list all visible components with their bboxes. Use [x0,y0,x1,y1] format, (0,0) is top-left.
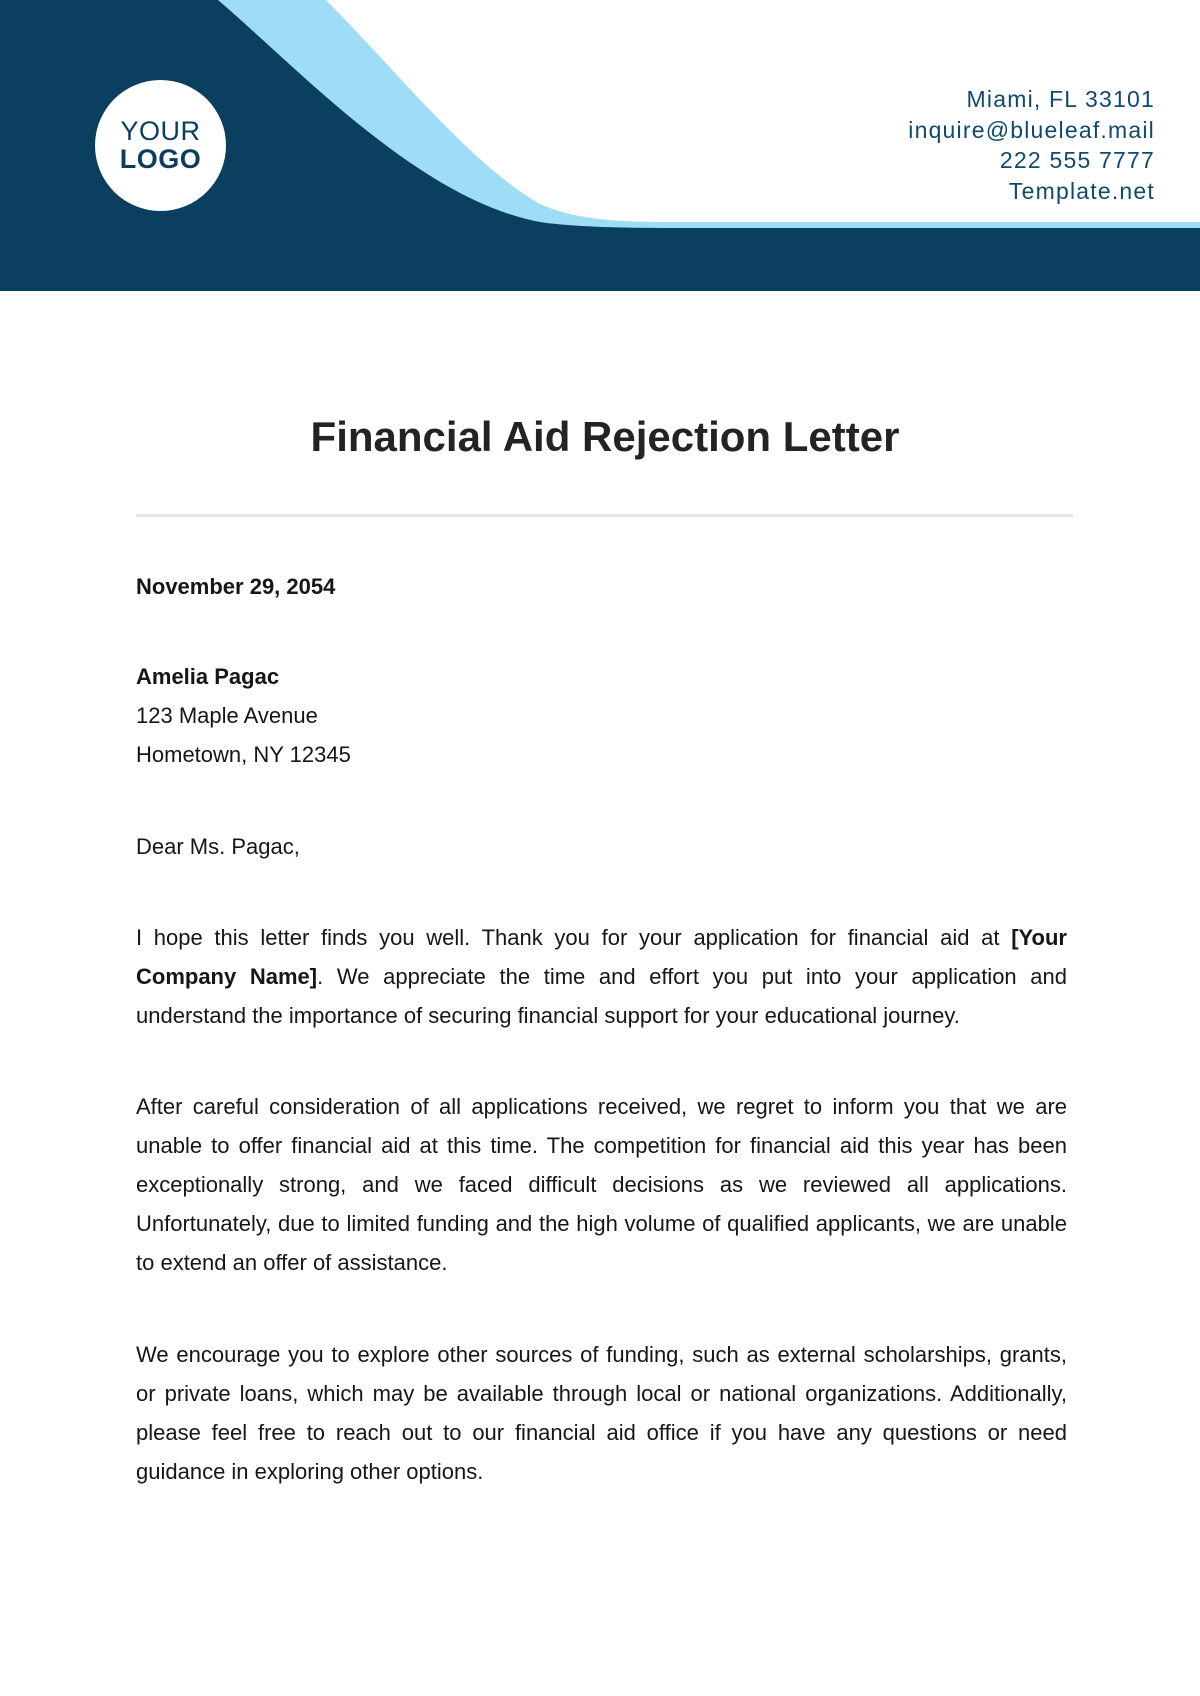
contact-address: Miami, FL 33101 [966,86,1155,112]
company-name-placeholder: [Your Company Name] [136,925,1067,989]
paragraph-1-rest: . We appreciate the time and effort you put into your application and understand the importance of securing financial support for your educational journey. [136,964,1068,1028]
logo-text-logo: LOGO [119,144,202,174]
document-title: Financial Aid Rejection Letter [310,413,900,460]
letter-date: November 29, 2054 [136,574,336,599]
recipient-address [136,657,1067,774]
salutation: Dear Ms. Pagac, [136,834,300,859]
paragraph-3: We encourage you to explore other sources of funding, such as external scholarships, grants, or private loans, which may be available through local or national organizations. Additionally, please feel free to reach out to our financial aid office if you have any questions or need guidance in exploring other options. [136,1342,1067,1484]
contact-website: Template.net [1008,177,1155,204]
logo-text-your: YOUR [120,116,201,146]
paragraph-2: After careful consideration of all applications received, we regret to inform you that we are unable to offer financial aid at this time. The competition for financial aid this year has been exceptionally strong, and we faced difficult decisions as we reviewed all applications. Unfortunately, due to limited funding and the high volume of qualified applicants, we are unable to extend an offer of assistance. [136,1094,1067,1275]
contact-block [908,84,1155,206]
recipient-name: Amelia Pagac [136,664,280,689]
title-divider [136,514,1073,517]
contact-phone: 222 555 7777 [999,147,1155,173]
recipient-city: Hometown, NY 12345 [136,742,351,767]
paragraph-1 [136,918,1067,1035]
letterhead [0,0,1200,291]
contact-email: inquire@blueleaf.mail [908,116,1155,143]
recipient-street: 123 Maple Avenue [136,703,318,728]
paragraph-1-intro: I hope this letter finds you well. Thank you for your application for financial aid at [136,925,1012,950]
company-logo [95,80,226,211]
